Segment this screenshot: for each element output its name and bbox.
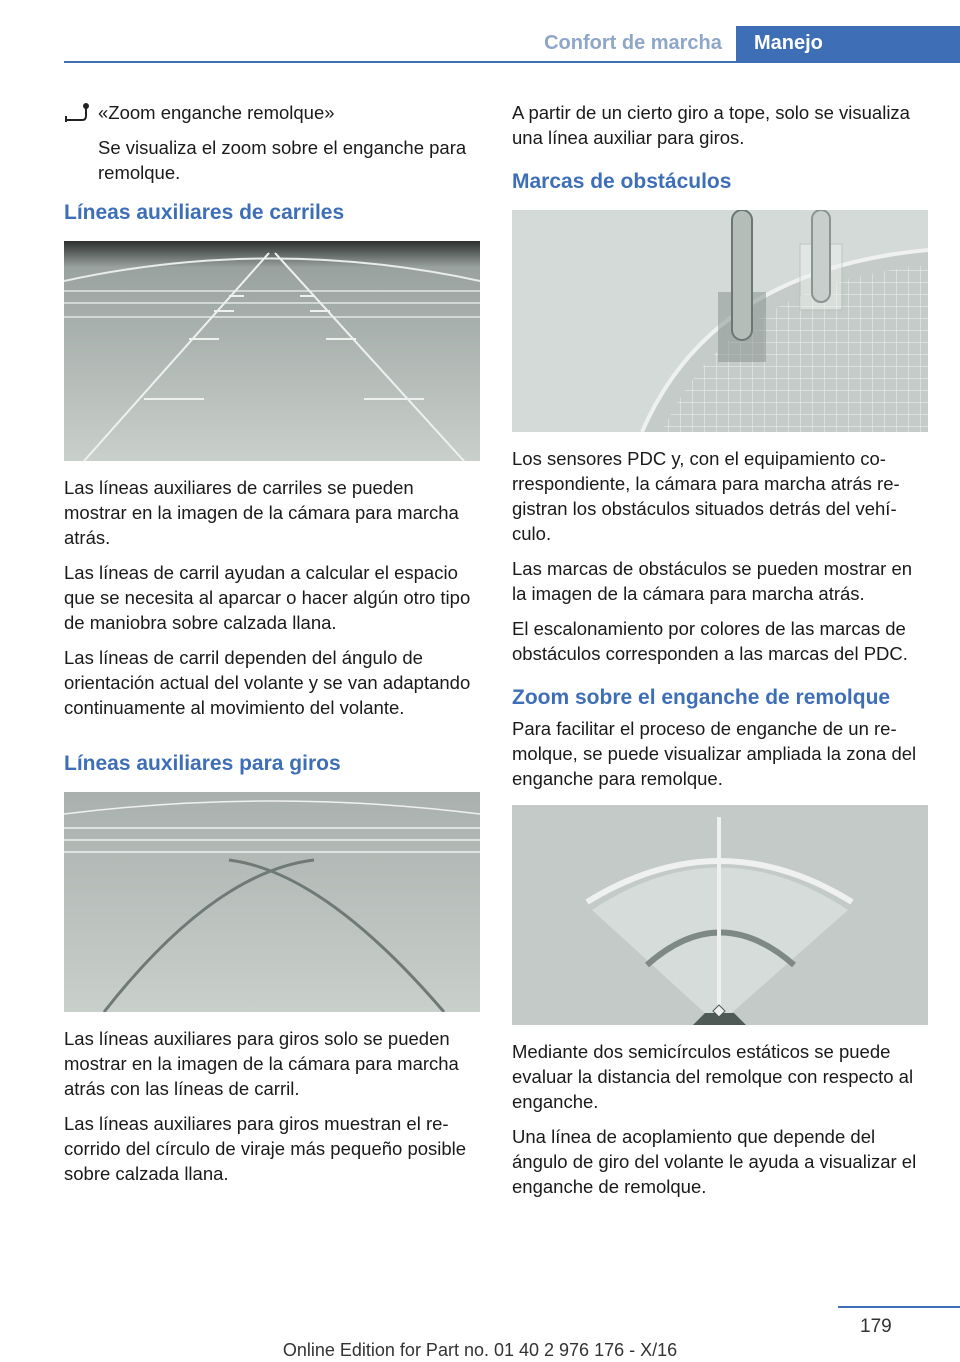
trailer-hitch-icon — [64, 102, 90, 124]
page-number: 179 — [860, 1316, 892, 1337]
hitch-zoom-option — [64, 100, 480, 125]
turn-lines-p2: Las líneas auxiliares para giros muestran el recorrido del círculo de viraje más pequeño posible sobre calzada llana. — [64, 1113, 467, 1184]
lane-lines-p2: Las líneas de carril ayudan a calcular el espacio que se necesita al aparcar o hacer algún otro tipo de maniobra sobre calzada llana. — [64, 562, 471, 633]
footer-rule — [838, 1306, 960, 1308]
turn-lines-figure — [64, 792, 480, 1012]
turn-lines-p3: A partir de un cierto giro a tope, solo se visualiza una línea auxiliar para giros. — [512, 102, 910, 148]
hitch-zoom-heading: Zoom sobre el enganche de remolque — [512, 686, 891, 709]
lane-lines-p1: Las líneas auxiliares de carriles se pueden mostrar en la imagen de la cámara para marcha atrás. — [64, 477, 459, 548]
footer-edition: Online Edition for Part no. 01 40 2 976 176 - X/16 — [282, 1340, 678, 1360]
header-rule — [64, 61, 960, 63]
hitch-zoom-p1: Para facilitar el proceso de enganche de un remolque, se puede visualizar ampliada la zona del enganche para remolque. — [512, 718, 917, 789]
header-section-tab: Confort de marcha — [544, 32, 722, 54]
obstacle-marks-p1: Los sensores PDC y, con el equipamiento correspondiente, la cámara para marcha atrás registran los obstáculos situados detrás del vehículo. — [512, 448, 900, 544]
right-column — [512, 100, 928, 1209]
obstacle-marks-heading: Marcas de obstáculos — [512, 170, 732, 193]
obstacle-marks-figure — [512, 210, 928, 432]
hitch-zoom-figure — [512, 805, 928, 1025]
obstacle-marks-p2: Las marcas de obstáculos se pueden mostrar en la imagen de la cámara para marcha atrás. — [512, 558, 913, 604]
lane-lines-p3: Las líneas de carril dependen del ángulo de orientación actual del volante y se van adaptando continuamente al movimiento del volante. — [64, 647, 471, 718]
hitch-zoom-p2: Mediante dos semicírculos estáticos se puede evaluar la distancia del remolque con respecto al enganche. — [512, 1041, 914, 1112]
obstacle-marks-p3: El escalonamiento por colores de las marcas de obstáculos corresponden a las marcas del PDC. — [512, 618, 908, 664]
hitch-zoom-desc: Se visualiza el zoom sobre el enganche para remolque. — [98, 137, 467, 183]
lane-lines-heading: Líneas auxiliares de carriles — [64, 201, 345, 224]
hitch-zoom-label: «Zoom enganche remolque» — [98, 102, 335, 123]
left-column — [64, 100, 480, 1196]
hitch-zoom-p3: Una línea de acoplamiento que depende del ángulo de giro del volante le ayuda a visualizar el enganche de remolque. — [512, 1126, 917, 1197]
turn-lines-p1: Las líneas auxiliares para giros solo se pueden mostrar en la imagen de la cámara para marcha atrás con las líneas de carril. — [64, 1028, 459, 1099]
header-chapter-tab: Manejo — [736, 26, 960, 61]
turn-lines-heading: Líneas auxiliares para giros — [64, 752, 341, 775]
lane-lines-figure — [64, 241, 480, 461]
